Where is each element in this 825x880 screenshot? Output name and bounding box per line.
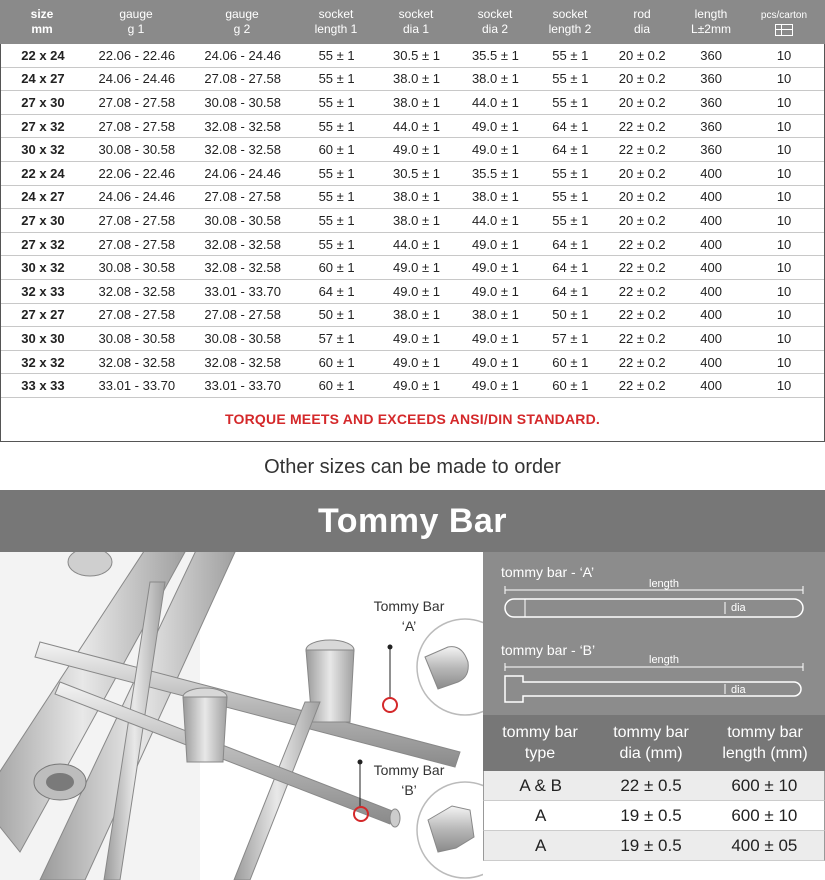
table-cell: 10: [776, 307, 792, 323]
table-cell: 32.08 - 32.58: [98, 354, 176, 370]
table-cell: 400 ± 05: [731, 835, 798, 855]
table-cell: 38.0 ± 1: [393, 71, 440, 87]
table-cell: 49.0 ± 1: [471, 354, 519, 370]
tommy-bar-table-header: [483, 715, 825, 771]
table-cell: 55 ± 1: [552, 212, 589, 228]
table-cell: 30 x 32: [21, 260, 65, 276]
tommy-bar-photo: [0, 552, 483, 880]
table-cell: 44.0 ± 1: [393, 118, 440, 134]
header-length: length L±2mm: [691, 7, 731, 36]
table-cell: 50 ± 1: [318, 307, 355, 323]
table-row: [1, 68, 824, 92]
table-cell: 30.08 - 30.58: [98, 260, 176, 276]
table-cell: 400: [700, 378, 722, 394]
table-cell: 400: [700, 260, 722, 276]
table-cell: 24 x 27: [21, 71, 65, 87]
header-size: size mm: [30, 7, 54, 36]
table-cell: 55 ± 1: [318, 71, 355, 87]
table-cell: 49.0 ± 1: [471, 283, 519, 299]
torque-note: TORQUE MEETS AND EXCEEDS ANSI/DIN STANDARD.: [0, 398, 825, 442]
table-row: [483, 801, 825, 831]
table-cell: 22 ± 0.2: [618, 236, 666, 252]
table-cell: 38.0 ± 1: [393, 94, 440, 110]
table-cell: 60 ± 1: [318, 378, 355, 394]
table-cell: 64 ± 1: [552, 142, 589, 158]
table-cell: 10: [776, 236, 792, 252]
table-cell: 49.0 ± 1: [393, 354, 440, 370]
table-cell: 19 ± 0.5: [620, 805, 682, 825]
table-cell: 33.01 - 33.70: [204, 283, 282, 299]
table-cell: 30.5 ± 1: [393, 165, 440, 181]
table-cell: 24.06 - 24.46: [204, 165, 282, 181]
carton-box-icon: [775, 24, 793, 36]
diagram-a-title: tommy bar - ‘A’: [501, 564, 595, 580]
table-cell: 32.08 - 32.58: [204, 260, 282, 276]
tommy-bar-diagram-drawing: [483, 552, 825, 715]
table-cell: 27.08 - 27.58: [98, 94, 176, 110]
table-cell: 400: [700, 236, 722, 252]
table-cell: 49.0 ± 1: [471, 260, 519, 276]
table-cell: 10: [776, 330, 792, 346]
table-cell: 10: [776, 283, 792, 299]
table-cell: 60 ± 1: [318, 260, 355, 276]
table-cell: 60 ± 1: [318, 354, 355, 370]
table-cell: 49.0 ± 1: [393, 330, 440, 346]
table-cell: 55 ± 1: [318, 212, 355, 228]
table-row: [1, 280, 824, 304]
table-cell: 32.08 - 32.58: [204, 142, 282, 158]
table-cell: 10: [776, 212, 792, 228]
diagram-b-dia-label: dia: [731, 684, 746, 696]
table-cell: 27 x 30: [21, 94, 65, 110]
table-cell: 38.0 ± 1: [393, 307, 440, 323]
table-cell: 55 ± 1: [552, 165, 589, 181]
table-cell: 64 ± 1: [318, 283, 355, 299]
header-socket-length-1: socket length 1: [314, 7, 358, 36]
table-cell: 10: [776, 189, 792, 205]
table-row: [1, 162, 824, 186]
table-cell: 57 ± 1: [552, 330, 589, 346]
table-cell: 360: [700, 118, 722, 134]
table-cell: 30.08 - 30.58: [98, 142, 176, 158]
header-socket-length-2: socket length 2: [548, 7, 592, 36]
table-cell: 55 ± 1: [552, 71, 589, 87]
table-cell: 55 ± 1: [552, 47, 589, 63]
table-cell: 600 ± 10: [731, 805, 798, 825]
header-gauge-1: gauge g 1: [119, 7, 153, 36]
table-row: [483, 831, 825, 861]
table-cell: 20 ± 0.2: [618, 189, 666, 205]
table-cell: 60 ± 1: [552, 354, 589, 370]
table-cell: 27 x 27: [21, 307, 65, 323]
table-cell: 38.0 ± 1: [393, 189, 440, 205]
table-cell: 27 x 32: [21, 118, 65, 134]
table-cell: 20 ± 0.2: [618, 47, 666, 63]
diagram-b-title: tommy bar - ‘B’: [501, 642, 596, 658]
table-cell: 400: [700, 212, 722, 228]
table-cell: 49.0 ± 1: [471, 236, 519, 252]
tommy-bar-banner: Tommy Bar: [0, 490, 825, 552]
table-cell: 27.08 - 27.58: [98, 118, 176, 134]
table-cell: 22 x 24: [21, 165, 65, 181]
table-cell: 360: [700, 142, 722, 158]
table-cell: 360: [700, 47, 722, 63]
table-row: [1, 186, 824, 210]
header-tommy-type: tommy bar type: [502, 724, 578, 762]
table-cell: 49.0 ± 1: [471, 118, 519, 134]
spec-table-header: [0, 0, 825, 44]
header-socket-dia-2: socket dia 2: [477, 7, 513, 36]
table-cell: 19 ± 0.5: [620, 835, 682, 855]
table-cell: 10: [776, 260, 792, 276]
table-cell: 49.0 ± 1: [471, 378, 519, 394]
table-cell: 400: [700, 165, 722, 181]
table-cell: 20 ± 0.2: [618, 165, 666, 181]
table-cell: 10: [776, 354, 792, 370]
table-row: [1, 233, 824, 257]
table-cell: 400: [700, 330, 722, 346]
table-cell: 10: [776, 118, 792, 134]
table-cell: 33 x 33: [21, 378, 65, 394]
table-cell: 10: [776, 71, 792, 87]
header-tommy-length: tommy bar length (mm): [722, 724, 808, 762]
table-cell: 22 ± 0.2: [618, 260, 666, 276]
table-cell: 30.08 - 30.58: [204, 330, 282, 346]
table-cell: 22 ± 0.2: [618, 330, 666, 346]
table-cell: 22 ± 0.2: [618, 118, 666, 134]
table-cell: 10: [776, 94, 792, 110]
table-row: [1, 91, 824, 115]
table-cell: 30.5 ± 1: [393, 47, 440, 63]
table-cell: 49.0 ± 1: [393, 283, 440, 299]
table-cell: 10: [776, 165, 792, 181]
table-cell: 27.08 - 27.58: [204, 189, 282, 205]
table-cell: 400: [700, 354, 722, 370]
table-cell: 20 ± 0.2: [618, 94, 666, 110]
table-cell: 32.08 - 32.58: [98, 283, 176, 299]
header-rod-dia: rod dia: [633, 7, 651, 36]
table-cell: 32 x 33: [21, 283, 65, 299]
table-cell: 22.06 - 22.46: [98, 47, 176, 63]
table-cell: 22 ± 0.2: [618, 283, 666, 299]
table-cell: 24.06 - 24.46: [204, 47, 282, 63]
table-cell: 44.0 ± 1: [471, 212, 519, 228]
table-cell: 24.06 - 24.46: [98, 71, 176, 87]
table-row: [1, 327, 824, 351]
table-cell: A: [534, 805, 547, 825]
table-cell: 49.0 ± 1: [393, 378, 440, 394]
table-cell: 27.08 - 27.58: [204, 71, 282, 87]
tommy-bar-table-body: [483, 771, 825, 861]
table-cell: 30.08 - 30.58: [204, 94, 282, 110]
diagram-b-length-label: length: [649, 654, 679, 666]
table-cell: 33.01 - 33.70: [204, 378, 282, 394]
table-cell: 30.08 - 30.58: [204, 212, 282, 228]
table-cell: 10: [776, 47, 792, 63]
table-row: [1, 351, 824, 375]
table-cell: 20 ± 0.2: [618, 212, 666, 228]
table-row: [1, 256, 824, 280]
table-cell: A: [534, 835, 547, 855]
table-cell: 22 ± 0.2: [618, 307, 666, 323]
table-cell: 55 ± 1: [318, 47, 355, 63]
table-cell: 44.0 ± 1: [471, 94, 519, 110]
table-cell: 30 x 32: [21, 142, 65, 158]
table-cell: 60 ± 1: [552, 378, 589, 394]
table-cell: 55 ± 1: [318, 118, 355, 134]
table-cell: 360: [700, 94, 722, 110]
table-cell: 22.06 - 22.46: [98, 165, 176, 181]
table-cell: 55 ± 1: [318, 189, 355, 205]
table-cell: 64 ± 1: [552, 283, 589, 299]
table-cell: 400: [700, 283, 722, 299]
table-cell: 32 x 32: [21, 354, 65, 370]
table-cell: 22 x 24: [21, 47, 65, 63]
table-row: [1, 138, 824, 162]
table-cell: 38.0 ± 1: [471, 71, 519, 87]
tommy-bar-diagram: [483, 552, 825, 715]
tommy-bar-a-label: Tommy Bar ‘A’: [373, 598, 445, 634]
table-cell: 32.08 - 32.58: [204, 236, 282, 252]
table-cell: 55 ± 1: [318, 94, 355, 110]
table-row: [1, 115, 824, 139]
tommy-bar-b-label: Tommy Bar ‘B’: [373, 762, 445, 798]
header-gauge-2: gauge g 2: [225, 7, 259, 36]
table-cell: 35.5 ± 1: [471, 47, 519, 63]
table-cell: A & B: [519, 775, 562, 795]
other-sizes-note: Other sizes can be made to order: [264, 456, 561, 478]
table-cell: 32.08 - 32.58: [204, 118, 282, 134]
table-row: [1, 209, 824, 233]
table-cell: 20 ± 0.2: [618, 71, 666, 87]
table-cell: 27 x 30: [21, 212, 65, 228]
table-cell: 64 ± 1: [552, 236, 589, 252]
table-cell: 27.08 - 27.58: [98, 236, 176, 252]
table-cell: 600 ± 10: [731, 775, 798, 795]
table-cell: 60 ± 1: [318, 142, 355, 158]
spec-table-body: [0, 44, 825, 398]
table-row: [1, 374, 824, 398]
table-cell: 57 ± 1: [318, 330, 355, 346]
table-cell: 22 ± 0.2: [618, 354, 666, 370]
header-tommy-dia: tommy bar dia (mm): [613, 724, 689, 762]
table-cell: 27.08 - 27.58: [98, 307, 176, 323]
table-cell: 49.0 ± 1: [393, 142, 440, 158]
table-cell: 50 ± 1: [552, 307, 589, 323]
table-cell: 27.08 - 27.58: [204, 307, 282, 323]
table-cell: 22 ± 0.2: [618, 378, 666, 394]
table-cell: 55 ± 1: [552, 94, 589, 110]
table-cell: 27.08 - 27.58: [98, 212, 176, 228]
table-cell: 64 ± 1: [552, 118, 589, 134]
table-cell: 64 ± 1: [552, 260, 589, 276]
table-cell: 49.0 ± 1: [471, 330, 519, 346]
table-cell: 360: [700, 71, 722, 87]
table-cell: 33.01 - 33.70: [98, 378, 176, 394]
table-cell: 32.08 - 32.58: [204, 354, 282, 370]
diagram-a-dia-label: dia: [731, 602, 746, 614]
table-cell: 30 x 30: [21, 330, 65, 346]
table-cell: 38.0 ± 1: [471, 189, 519, 205]
table-cell: 400: [700, 307, 722, 323]
table-cell: 30.08 - 30.58: [98, 330, 176, 346]
table-cell: 24 x 27: [21, 189, 65, 205]
table-cell: 55 ± 1: [318, 236, 355, 252]
table-cell: 44.0 ± 1: [393, 236, 440, 252]
table-cell: 35.5 ± 1: [471, 165, 519, 181]
table-cell: 22 ± 0.2: [618, 142, 666, 158]
table-cell: 22 ± 0.5: [620, 775, 682, 795]
table-cell: 24.06 - 24.46: [98, 189, 176, 205]
table-cell: 55 ± 1: [552, 189, 589, 205]
table-cell: 49.0 ± 1: [471, 142, 519, 158]
table-row: [483, 771, 825, 801]
tommy-bar-table: [483, 715, 825, 861]
table-cell: 10: [776, 142, 792, 158]
table-cell: 38.0 ± 1: [471, 307, 519, 323]
diagram-a-length-label: length: [649, 578, 679, 590]
table-row: [1, 304, 824, 328]
header-pcs-carton: pcs/carton: [744, 0, 824, 44]
table-row: [1, 44, 824, 68]
table-cell: 400: [700, 189, 722, 205]
table-cell: 55 ± 1: [318, 165, 355, 181]
table-cell: 27 x 32: [21, 236, 65, 252]
table-cell: 10: [776, 378, 792, 394]
header-socket-dia-1: socket dia 1: [398, 7, 434, 36]
table-cell: 49.0 ± 1: [393, 260, 440, 276]
table-cell: 38.0 ± 1: [393, 212, 440, 228]
